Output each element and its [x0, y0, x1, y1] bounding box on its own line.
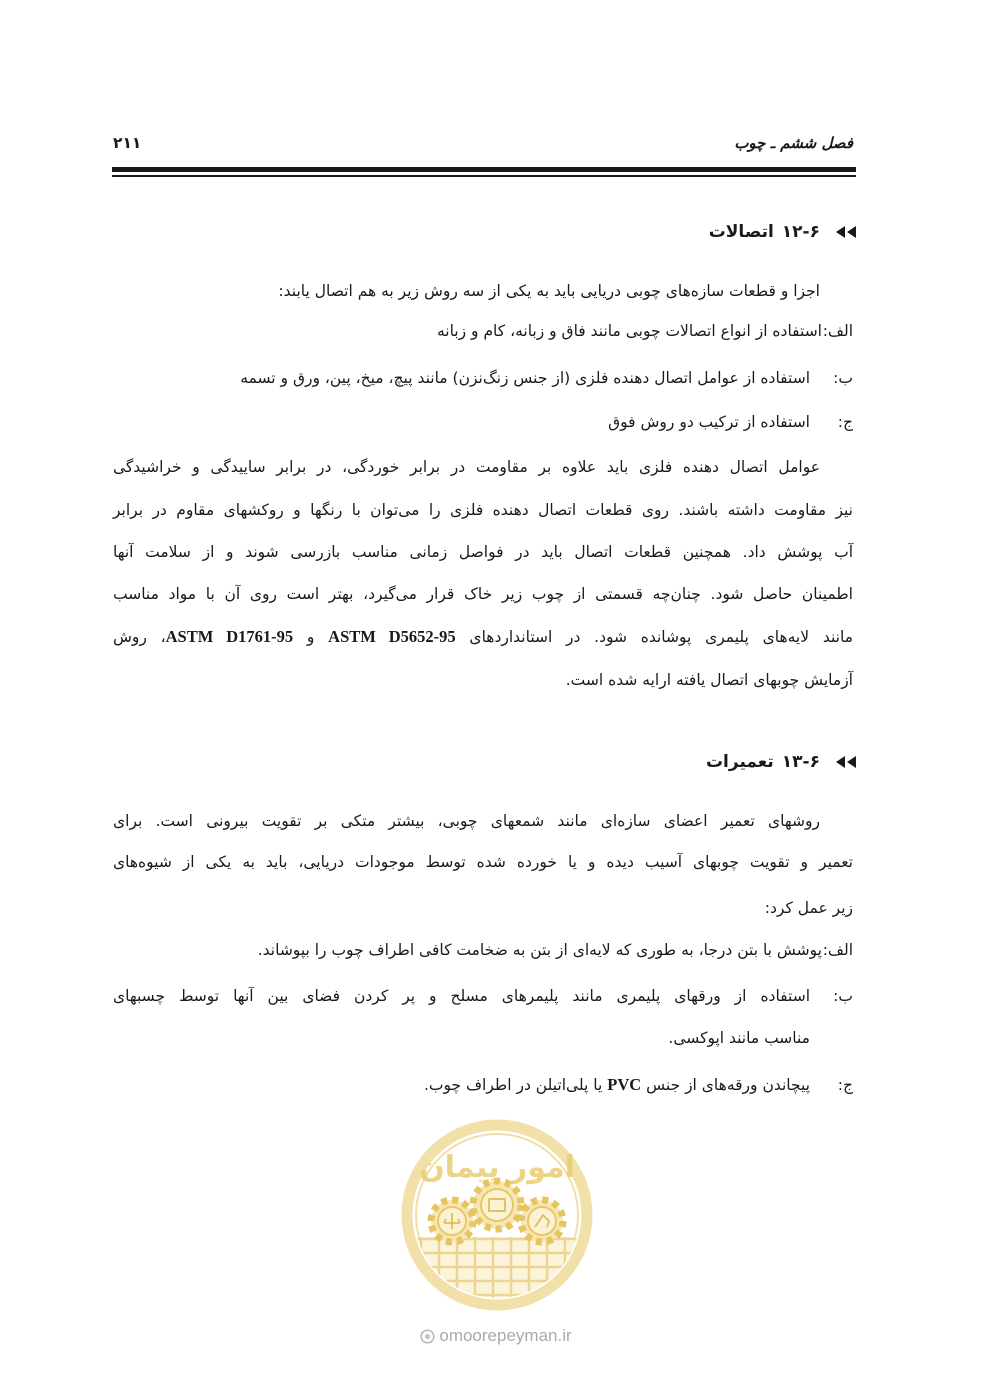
- site-logo-icon: [420, 1329, 435, 1344]
- list-label: ج:: [837, 413, 853, 431]
- paragraph-line: نیز مقاومت داشته باشند. روی قطعات اتصال دهنده فلزی را می‌توان با رنگها و روکشهای مقاوم در برابر: [113, 501, 853, 519]
- paragraph-text: ، روش: [113, 628, 166, 646]
- paragraph-line: آزمایش چوبهای اتصال یافته ارایه شده است.: [565, 671, 853, 689]
- standard-code: ASTM D5652-95: [328, 627, 456, 646]
- paragraph-line-standards: [113, 622, 853, 652]
- double-arrow-icon: [836, 756, 856, 768]
- list-item-text: استفاده از ترکیب دو روش فوق: [608, 413, 810, 431]
- list-item-text: استفاده از عوامل اتصال دهنده فلزی (از جنس زنگ‌نزن) مانند پیچ، میخ، پین، ورق و تسمه: [240, 369, 810, 387]
- paragraph-line: اطمینان حاصل شود. چنان‌چه قسمتی از چوب زیر خاک قرار می‌گیرد، بهتر است روی آن با مواد مناسب: [113, 585, 853, 603]
- list-label: ب:: [833, 369, 853, 387]
- list-item-text: پوشش با بتن درجا، به طوری که لایه‌ای از بتن به ضخامت کافی اطراف چوب را بپوشاند.: [257, 941, 822, 959]
- material-name: PVC: [607, 1075, 642, 1094]
- heading-separator: -: [802, 752, 810, 772]
- watermark-site-text: omoorepeyman.ir: [439, 1326, 572, 1345]
- section-intro: اجزا و قطعات سازه‌های چوبی دریایی باید به یکی از سه روش زیر به هم اتصال یابند:: [278, 282, 820, 300]
- header-rule-thin: [112, 175, 856, 177]
- watermark-logo: [397, 1115, 597, 1315]
- gear-icon: [473, 1181, 521, 1229]
- section-heading-repairs: [706, 747, 820, 777]
- paragraph-line: روشهای تعمیر اعضای سازه‌ای مانند شمعهای چوبی، بیشتر متکی بر تقویت بیرونی است. برای: [113, 812, 820, 830]
- list-item-text: مناسب مانند اپوکسی.: [668, 1029, 810, 1047]
- list-label: ج:: [837, 1076, 853, 1094]
- gear-icon: [431, 1200, 473, 1242]
- list-label: الف:: [822, 941, 853, 959]
- list-item-text: استفاده از انواع اتصالات چوبی مانند فاق و زبانه، کام و زبانه: [436, 322, 822, 340]
- watermark-site: [380, 1324, 612, 1348]
- running-header-chapter-title: فصل ششم ـ چوب: [734, 134, 853, 152]
- double-arrow-icon: [836, 226, 856, 238]
- paragraph-line: زیر عمل کرد:: [764, 899, 853, 917]
- section-heading-connections: [709, 217, 820, 247]
- list-label: الف:: [822, 322, 853, 340]
- heading-section-number: ۱۳: [781, 752, 803, 772]
- heading-title: تعمیرات: [705, 752, 774, 772]
- heading-separator: -: [802, 222, 810, 242]
- header-rule-thick: [112, 167, 856, 172]
- paragraph-text: و: [293, 628, 329, 646]
- heading-chapter-number: ۶: [809, 222, 820, 242]
- paragraph-text: مانند لایه‌های پلیمری پوشانده شود. در استانداردهای: [455, 628, 853, 646]
- logo-lettering: امور پیمان: [419, 1150, 575, 1185]
- paragraph-line: عوامل اتصال دهنده فلزی باید علاوه بر مقاومت در برابر خوردگی، در برابر ساییدگی و خراشیدگی: [113, 458, 820, 476]
- list-item-text-part: یا پلی‌اتیلن در اطراف چوب.: [423, 1076, 608, 1094]
- list-item-text-part: پیچاندن ورقه‌های از جنس: [641, 1076, 810, 1094]
- heading-title: اتصالات: [708, 222, 774, 242]
- heading-chapter-number: ۶: [809, 752, 820, 772]
- list-item-text: [424, 1070, 810, 1100]
- gear-icon: [521, 1200, 563, 1242]
- standard-code: ASTM D1761-95: [165, 627, 294, 646]
- list-item-text: استفاده از ورقهای پلیمری مانند پلیمرهای مسلح و پر کردن فضای بین آنها توسط چسبهای: [113, 987, 810, 1005]
- page-number: ۲۱۱: [113, 134, 142, 152]
- heading-section-number: ۱۲: [781, 222, 803, 242]
- paragraph-line: آب پوشش داد. همچنین قطعات اتصال باید در فواصل زمانی مناسب بازرسی شوند و از سلامت آنها: [113, 543, 853, 561]
- paragraph-line: تعمیر و تقویت چوبهای آسیب دیده و یا خورده شده توسط موجودات دریایی، باید به یکی از شیوه‌های: [113, 853, 853, 871]
- list-label: ب:: [833, 987, 853, 1005]
